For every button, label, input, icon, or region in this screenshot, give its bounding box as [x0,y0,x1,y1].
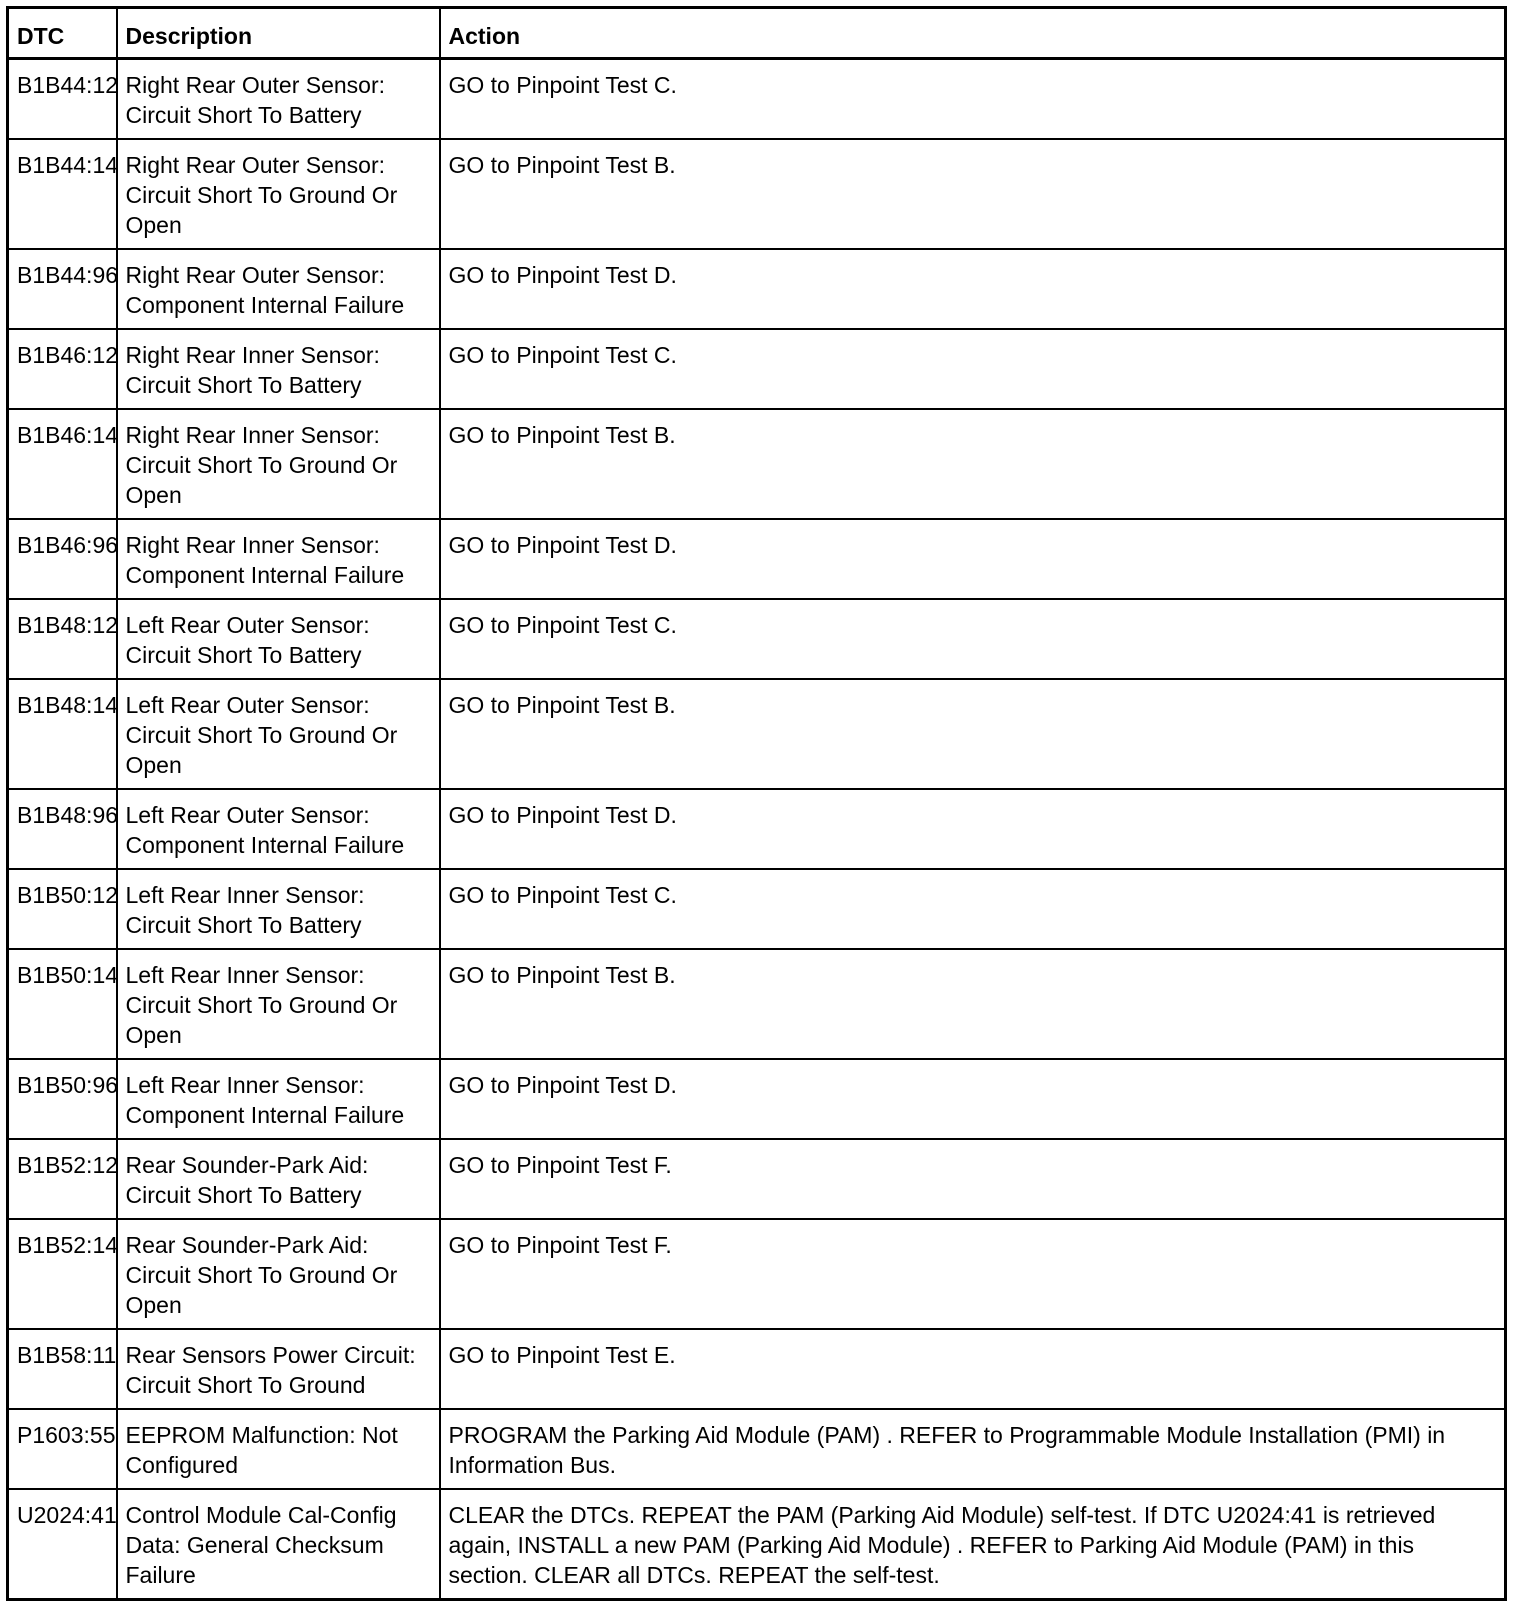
action-cell: GO to Pinpoint Test B. [440,949,1506,1059]
dtc-code-cell: B1B50:96 [8,1059,117,1139]
action-cell: PROGRAM the Parking Aid Module (PAM) . REFER to Programmable Module Installation (PMI) in Information Bus. [440,1409,1506,1489]
table-row [8,599,1506,679]
dtc-code-cell: B1B58:11 [8,1329,117,1409]
dtc-code-cell: B1B46:14 [8,409,117,519]
table-row [8,409,1506,519]
dtc-table [6,6,1507,1601]
dtc-code-cell: B1B50:12 [8,869,117,949]
description-cell: Right Rear Inner Sensor: Component Internal Failure [117,519,440,599]
table-row [8,139,1506,249]
description-cell: Left Rear Outer Sensor: Circuit Short To Battery [117,599,440,679]
table-row [8,949,1506,1059]
description-cell: Right Rear Outer Sensor: Circuit Short To Ground Or Open [117,139,440,249]
dtc-code-cell: B1B44:96 [8,249,117,329]
table-row [8,1139,1506,1219]
dtc-code-cell: B1B48:12 [8,599,117,679]
table-row [8,1409,1506,1489]
dtc-code-cell: P1603:55 [8,1409,117,1489]
table-row [8,869,1506,949]
header-action: Action [440,8,1506,59]
dtc-code-cell: B1B46:96 [8,519,117,599]
header-description: Description [117,8,440,59]
table-row [8,59,1506,140]
table-row [8,1059,1506,1139]
table-row [8,519,1506,599]
dtc-code-cell: U2024:41 [8,1489,117,1600]
action-cell: GO to Pinpoint Test E. [440,1329,1506,1409]
action-cell: GO to Pinpoint Test D. [440,789,1506,869]
dtc-code-cell: B1B52:14 [8,1219,117,1329]
dtc-code-cell: B1B52:12 [8,1139,117,1219]
header-row [8,8,1506,59]
description-cell: Control Module Cal-Config Data: General Checksum Failure [117,1489,440,1600]
description-cell: Right Rear Outer Sensor: Component Internal Failure [117,249,440,329]
description-cell: Left Rear Inner Sensor: Circuit Short To Battery [117,869,440,949]
action-cell: GO to Pinpoint Test C. [440,329,1506,409]
description-cell: Right Rear Inner Sensor: Circuit Short To Ground Or Open [117,409,440,519]
action-cell: GO to Pinpoint Test C. [440,59,1506,140]
description-cell: Rear Sounder-Park Aid: Circuit Short To Ground Or Open [117,1219,440,1329]
table-row [8,249,1506,329]
description-cell: Left Rear Inner Sensor: Component Internal Failure [117,1059,440,1139]
description-cell: Left Rear Inner Sensor: Circuit Short To Ground Or Open [117,949,440,1059]
action-cell: GO to Pinpoint Test F. [440,1139,1506,1219]
action-cell: GO to Pinpoint Test C. [440,869,1506,949]
action-cell: GO to Pinpoint Test B. [440,409,1506,519]
table-body [8,59,1506,1600]
dtc-code-cell: B1B46:12 [8,329,117,409]
description-cell: Right Rear Inner Sensor: Circuit Short To Battery [117,329,440,409]
description-cell: Rear Sensors Power Circuit: Circuit Short To Ground [117,1329,440,1409]
dtc-code-cell: B1B48:14 [8,679,117,789]
action-cell: GO to Pinpoint Test D. [440,519,1506,599]
description-cell: Right Rear Outer Sensor: Circuit Short To Battery [117,59,440,140]
table-row [8,1329,1506,1409]
table-row [8,679,1506,789]
table-row [8,1489,1506,1600]
dtc-code-cell: B1B48:96 [8,789,117,869]
table-row [8,789,1506,869]
description-cell: Left Rear Outer Sensor: Component Internal Failure [117,789,440,869]
action-cell: GO to Pinpoint Test F. [440,1219,1506,1329]
action-cell: CLEAR the DTCs. REPEAT the PAM (Parking Aid Module) self-test. If DTC U2024:41 is retrieved again, INSTALL a new PAM (Parking Aid Module) . REFER to Parking Aid Module (PAM) in this section. CLEAR all DTCs. REPEAT the self-test. [440,1489,1506,1600]
action-cell: GO to Pinpoint Test D. [440,1059,1506,1139]
header-dtc: DTC [8,8,117,59]
table-row [8,1219,1506,1329]
action-cell: GO to Pinpoint Test D. [440,249,1506,329]
table-row [8,329,1506,409]
action-cell: GO to Pinpoint Test B. [440,679,1506,789]
action-cell: GO to Pinpoint Test C. [440,599,1506,679]
dtc-code-cell: B1B50:14 [8,949,117,1059]
dtc-code-cell: B1B44:14 [8,139,117,249]
description-cell: Rear Sounder-Park Aid: Circuit Short To Battery [117,1139,440,1219]
description-cell: Left Rear Outer Sensor: Circuit Short To Ground Or Open [117,679,440,789]
action-cell: GO to Pinpoint Test B. [440,139,1506,249]
description-cell: EEPROM Malfunction: Not Configured [117,1409,440,1489]
dtc-code-cell: B1B44:12 [8,59,117,140]
